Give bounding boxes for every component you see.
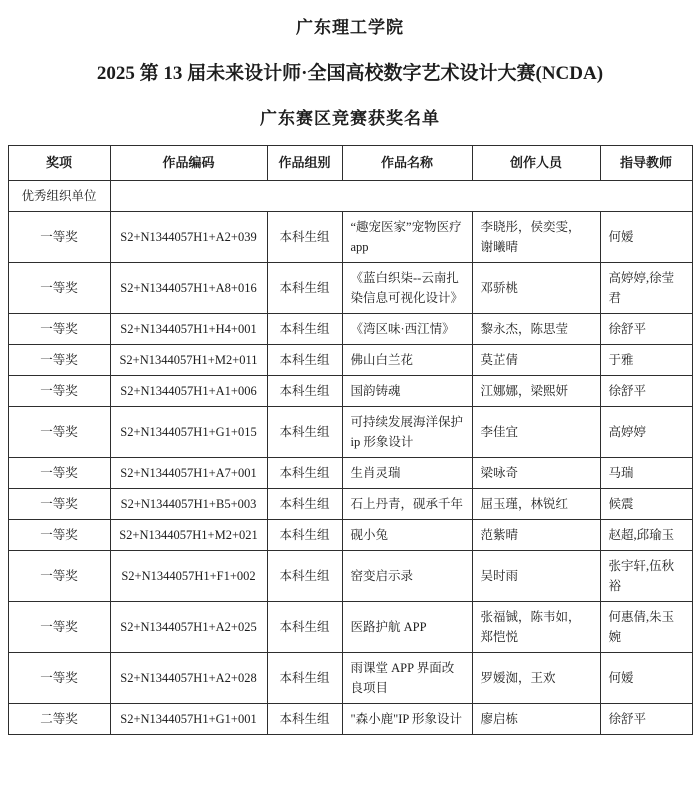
- creators-cell: 邓骄桃: [472, 263, 600, 314]
- advisors-cell: 于雅: [600, 345, 692, 376]
- group-cell: 本科生组: [267, 704, 342, 735]
- code-cell: S2+N1344057H1+A2+028: [110, 653, 267, 704]
- advisors-cell: 马瑞: [600, 458, 692, 489]
- table-row: [8, 376, 692, 407]
- code-cell: S2+N1344057H1+A1+006: [110, 376, 267, 407]
- code-cell: S2+N1344057H1+H4+001: [110, 314, 267, 345]
- table-row: [8, 212, 692, 263]
- award-cell: 一等奖: [8, 263, 110, 314]
- group-cell: 本科生组: [267, 551, 342, 602]
- award-cell: 一等奖: [8, 551, 110, 602]
- table-row: [8, 653, 692, 704]
- table-row: [8, 551, 692, 602]
- work-cell: 石上丹青，砚承千年: [342, 489, 472, 520]
- table-row: [8, 520, 692, 551]
- award-cell: 一等奖: [8, 314, 110, 345]
- work-cell: 雨课堂 APP 界面改良项目: [342, 653, 472, 704]
- creators-cell: 屈玉瑾，林锐红: [472, 489, 600, 520]
- group-cell: 本科生组: [267, 376, 342, 407]
- code-cell: S2+N1344057H1+A7+001: [110, 458, 267, 489]
- advisors-cell: 高婷婷: [600, 407, 692, 458]
- page-title-institution: 广东理工学院: [296, 18, 404, 37]
- award-cell: 一等奖: [8, 407, 110, 458]
- header-cell-creators: 创作人员: [472, 146, 600, 181]
- award-cell: 一等奖: [8, 602, 110, 653]
- group-cell: 本科生组: [267, 345, 342, 376]
- code-cell: S2+N1344057H1+A2+039: [110, 212, 267, 263]
- table-row: [8, 458, 692, 489]
- work-cell: “趣宠医家”宠物医疗 app: [342, 212, 472, 263]
- header-cell-group: 作品组别: [267, 146, 342, 181]
- award-cell: 一等奖: [8, 376, 110, 407]
- group-cell: 本科生组: [267, 458, 342, 489]
- section-label: 优秀组织单位: [8, 181, 110, 212]
- advisors-cell: 高婷婷,徐莹君: [600, 263, 692, 314]
- code-cell: S2+N1344057H1+A2+025: [110, 602, 267, 653]
- table-row: [8, 263, 692, 314]
- group-cell: 本科生组: [267, 407, 342, 458]
- table-row: [8, 407, 692, 458]
- page-title-subtitle: 广东赛区竞赛获奖名单: [260, 109, 440, 128]
- advisors-cell: 张宇轩,伍秋裕: [600, 551, 692, 602]
- table-row: [8, 489, 692, 520]
- group-cell: 本科生组: [267, 602, 342, 653]
- table-row: [8, 704, 692, 735]
- group-cell: 本科生组: [267, 653, 342, 704]
- award-cell: 一等奖: [8, 212, 110, 263]
- award-cell: 一等奖: [8, 520, 110, 551]
- code-cell: S2+N1344057H1+F1+002: [110, 551, 267, 602]
- work-cell: 《湾区味·西江情》: [342, 314, 472, 345]
- advisors-cell: 徐舒平: [600, 376, 692, 407]
- creators-cell: 李晓彤，侯奕雯，谢曦晴: [472, 212, 600, 263]
- advisors-cell: 何嫒: [600, 653, 692, 704]
- work-cell: 可持续发展海洋保护 ip 形象设计: [342, 407, 472, 458]
- group-cell: 本科生组: [267, 263, 342, 314]
- table-row: [8, 345, 692, 376]
- header-cell-award: 奖项: [8, 146, 110, 181]
- creators-cell: 罗嫒洳，王欢: [472, 653, 600, 704]
- code-cell: S2+N1344057H1+A8+016: [110, 263, 267, 314]
- header-cell-advisors: 指导教师: [600, 146, 692, 181]
- creators-cell: 廖启栋: [472, 704, 600, 735]
- award-cell: 二等奖: [8, 704, 110, 735]
- code-cell: S2+N1344057H1+M2+011: [110, 345, 267, 376]
- document-header: [0, 0, 700, 145]
- work-cell: 砚小兔: [342, 520, 472, 551]
- creators-cell: 江娜娜，梁熙妍: [472, 376, 600, 407]
- code-cell: S2+N1344057H1+B5+003: [110, 489, 267, 520]
- group-cell: 本科生组: [267, 520, 342, 551]
- table-row: [8, 314, 692, 345]
- creators-cell: 莫芷倩: [472, 345, 600, 376]
- section-empty-cell: [110, 181, 692, 212]
- advisors-cell: 何嫒: [600, 212, 692, 263]
- work-cell: 生肖灵瑞: [342, 458, 472, 489]
- section-row: [8, 181, 692, 212]
- group-cell: 本科生组: [267, 314, 342, 345]
- table-header-row: [8, 146, 692, 181]
- table-row: [8, 602, 692, 653]
- work-cell: 医路护航 APP: [342, 602, 472, 653]
- work-cell: "森小鹿"IP 形象设计: [342, 704, 472, 735]
- creators-cell: 梁咏奇: [472, 458, 600, 489]
- creators-cell: 吴时雨: [472, 551, 600, 602]
- award-cell: 一等奖: [8, 489, 110, 520]
- creators-cell: 范紫晴: [472, 520, 600, 551]
- work-cell: 佛山白兰花: [342, 345, 472, 376]
- header-cell-work: 作品名称: [342, 146, 472, 181]
- advisors-cell: 赵超,邱瑜玉: [600, 520, 692, 551]
- work-cell: 窑变启示录: [342, 551, 472, 602]
- page-title-competition: 2025 第 13 届未来设计师·全国高校数字艺术设计大赛(NCDA): [96, 63, 604, 84]
- advisors-cell: 徐舒平: [600, 704, 692, 735]
- code-cell: S2+N1344057H1+M2+021: [110, 520, 267, 551]
- advisors-cell: 何惠倩,朱玉婉: [600, 602, 692, 653]
- advisors-cell: 候震: [600, 489, 692, 520]
- code-cell: S2+N1344057H1+G1+001: [110, 704, 267, 735]
- award-cell: 一等奖: [8, 458, 110, 489]
- work-cell: 国韵铸魂: [342, 376, 472, 407]
- award-cell: 一等奖: [8, 345, 110, 376]
- awards-table: [8, 145, 693, 735]
- group-cell: 本科生组: [267, 212, 342, 263]
- creators-cell: 张福铖，陈韦如，郑恺悦: [472, 602, 600, 653]
- creators-cell: 黎永杰，陈思莹: [472, 314, 600, 345]
- header-cell-code: 作品编码: [110, 146, 267, 181]
- work-cell: 《蓝白织柒--云南扎染信息可视化设计》: [342, 263, 472, 314]
- code-cell: S2+N1344057H1+G1+015: [110, 407, 267, 458]
- creators-cell: 李佳宜: [472, 407, 600, 458]
- award-cell: 一等奖: [8, 653, 110, 704]
- advisors-cell: 徐舒平: [600, 314, 692, 345]
- group-cell: 本科生组: [267, 489, 342, 520]
